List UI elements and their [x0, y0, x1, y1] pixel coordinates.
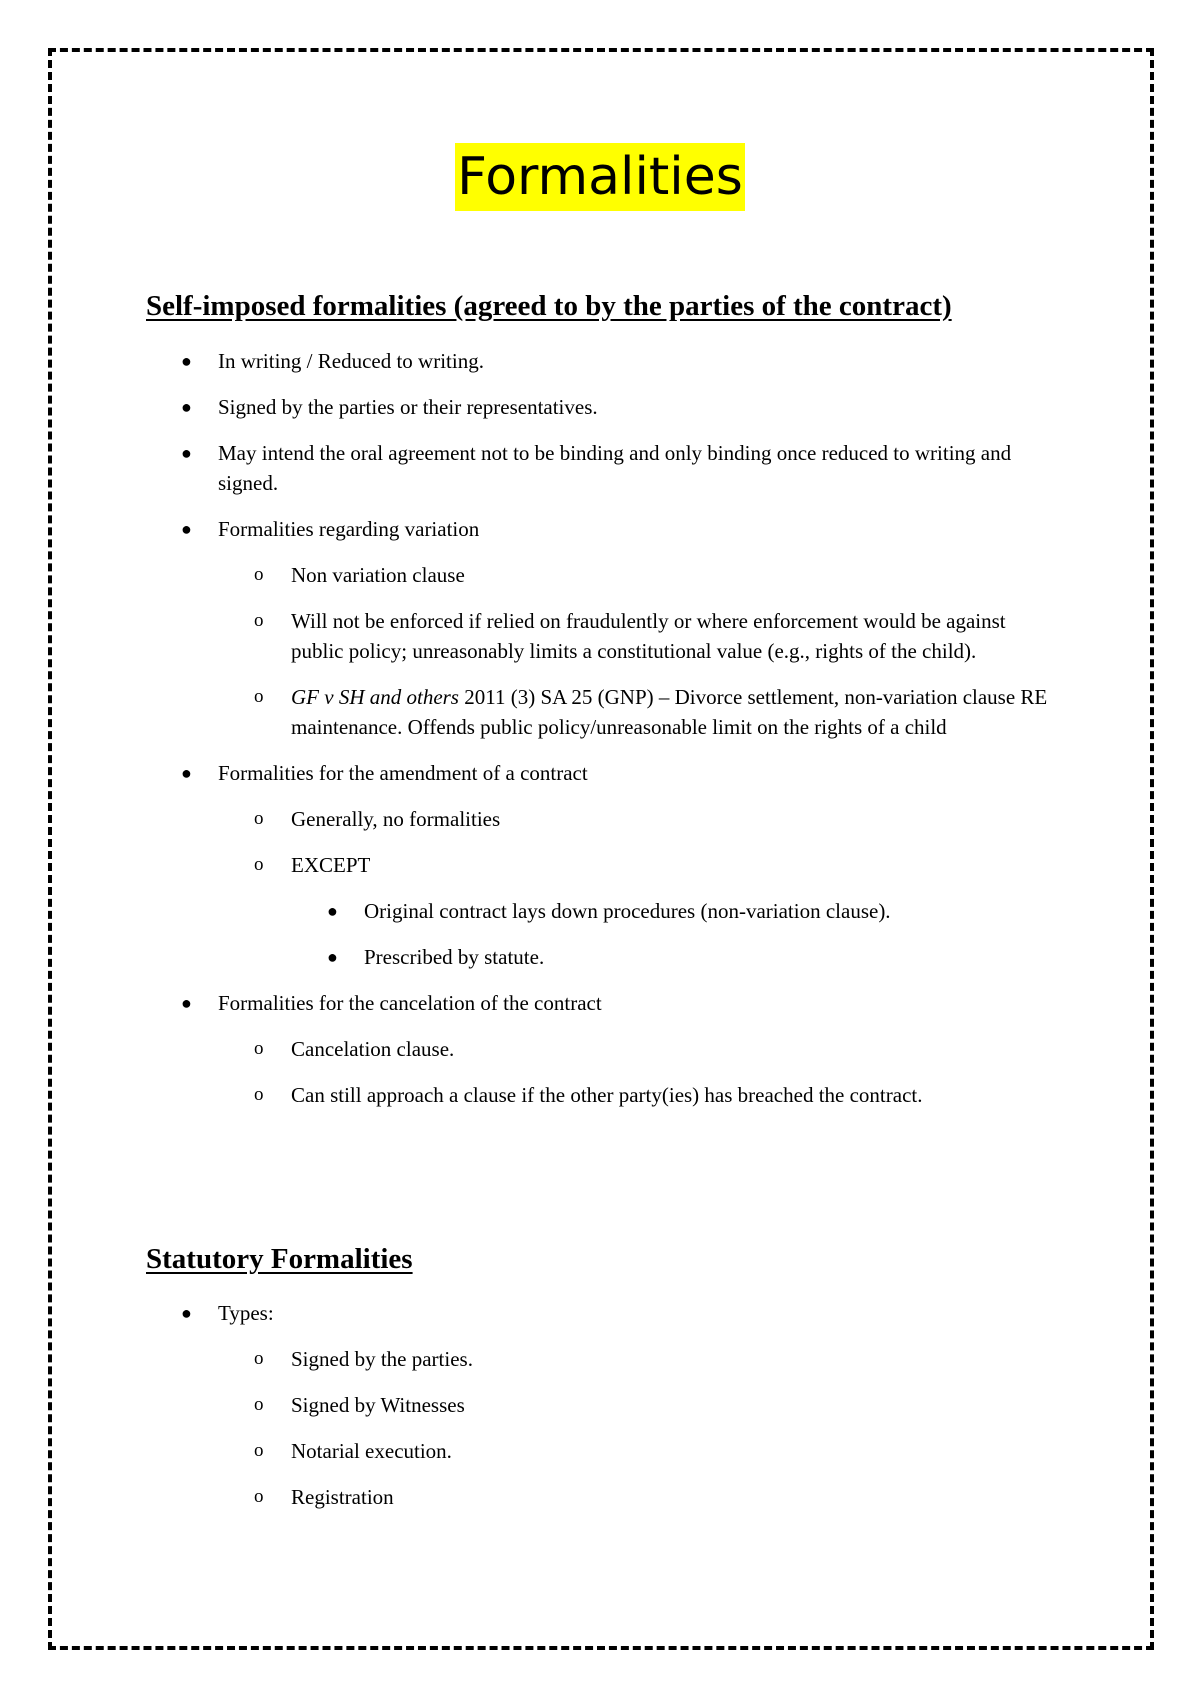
- list-item-text: Can still approach a clause if the other party(ies) has breached the contract.: [291, 1083, 923, 1107]
- list-item-text: Signed by Witnesses: [291, 1393, 465, 1417]
- circle-bullet-icon: o: [254, 686, 264, 707]
- bullet-icon: ●: [181, 1303, 192, 1323]
- sub-list-item: [0, 804, 1061, 834]
- list-item-text: Types:: [218, 1301, 274, 1325]
- section-heading-statutory: Statutory Formalities: [146, 1243, 413, 1275]
- case-name: GF v SH and others: [291, 685, 459, 709]
- list-item: [0, 346, 1200, 376]
- section-heading-self-imposed: Self-imposed formalities (agreed to by the parties of the contract): [146, 290, 952, 322]
- sub-list-item: [0, 606, 1061, 666]
- sub-list-item: [0, 1482, 1061, 1512]
- page-title: Formalities: [455, 143, 745, 211]
- list-item-text: Formalities regarding variation: [218, 517, 480, 541]
- bullet-icon: ●: [181, 443, 192, 463]
- bullet-icon: ●: [327, 947, 338, 967]
- bullet-icon: ●: [181, 993, 192, 1013]
- circle-bullet-icon: o: [254, 1394, 264, 1415]
- sub-list-item: [0, 1344, 1061, 1374]
- list-item-text: Cancelation clause.: [291, 1037, 455, 1061]
- list-item: [0, 1298, 1200, 1328]
- circle-bullet-icon: o: [254, 564, 264, 585]
- sub-list-item: [0, 1034, 1061, 1064]
- list-item: [0, 438, 1038, 498]
- bullet-icon: ●: [181, 351, 192, 371]
- list-item-text: In writing / Reduced to writing.: [218, 349, 484, 373]
- list-item-text: Generally, no formalities: [291, 807, 501, 831]
- list-item: [0, 514, 1200, 544]
- sub-list-item: [0, 1436, 1061, 1466]
- sub-sub-list-item: [0, 942, 1200, 972]
- circle-bullet-icon: o: [254, 1440, 264, 1461]
- circle-bullet-icon: o: [254, 808, 264, 829]
- sub-list-item: [0, 560, 1061, 590]
- list-item-text: 2011 (3) SA 25 (GNP) – Divorce settlement, non-variation clause RE maintenance. Offends public policy/unreasonable limit on the rights of a child: [291, 685, 1048, 739]
- list-item-text: Formalities for the cancelation of the contract: [218, 991, 602, 1015]
- list-item: [0, 758, 1200, 788]
- statutory-list: [0, 1298, 1200, 1528]
- list-item-text: Signed by the parties or their representatives.: [218, 395, 598, 419]
- sub-list-item: [0, 682, 1061, 742]
- sub-sub-list-item: [0, 896, 1200, 926]
- list-item: [0, 988, 1200, 1018]
- list-item-text: Original contract lays down procedures (non-variation clause).: [364, 899, 891, 923]
- sub-list-item: [0, 1390, 1061, 1420]
- list-item-text: Non variation clause: [291, 563, 465, 587]
- circle-bullet-icon: o: [254, 1084, 264, 1105]
- circle-bullet-icon: o: [254, 854, 264, 875]
- circle-bullet-icon: o: [254, 1348, 264, 1369]
- list-item-text: Will not be enforced if relied on fraudulently or where enforcement would be against public policy; unreasonably limits a constitutional value (e.g., rights of the child).: [291, 609, 1006, 663]
- sub-list-item: [0, 850, 1061, 880]
- sub-list-item: [0, 1080, 1061, 1110]
- bullet-icon: ●: [181, 397, 192, 417]
- list-item-text: Signed by the parties.: [291, 1347, 473, 1371]
- bullet-icon: ●: [181, 519, 192, 539]
- list-item: [0, 392, 1200, 422]
- circle-bullet-icon: o: [254, 1038, 264, 1059]
- list-item-text: Registration: [291, 1485, 394, 1509]
- bullet-icon: ●: [181, 763, 192, 783]
- list-item-text: EXCEPT: [291, 853, 371, 877]
- self-imposed-list: [0, 346, 1200, 1126]
- list-item-text: Prescribed by statute.: [364, 945, 545, 969]
- title-container: [0, 143, 1200, 211]
- bullet-icon: ●: [327, 901, 338, 921]
- list-item-text: Formalities for the amendment of a contract: [218, 761, 588, 785]
- list-item-text: Notarial execution.: [291, 1439, 452, 1463]
- list-item-text: May intend the oral agreement not to be binding and only binding once reduced to writing and signed.: [218, 441, 1012, 495]
- circle-bullet-icon: o: [254, 610, 264, 631]
- circle-bullet-icon: o: [254, 1486, 264, 1507]
